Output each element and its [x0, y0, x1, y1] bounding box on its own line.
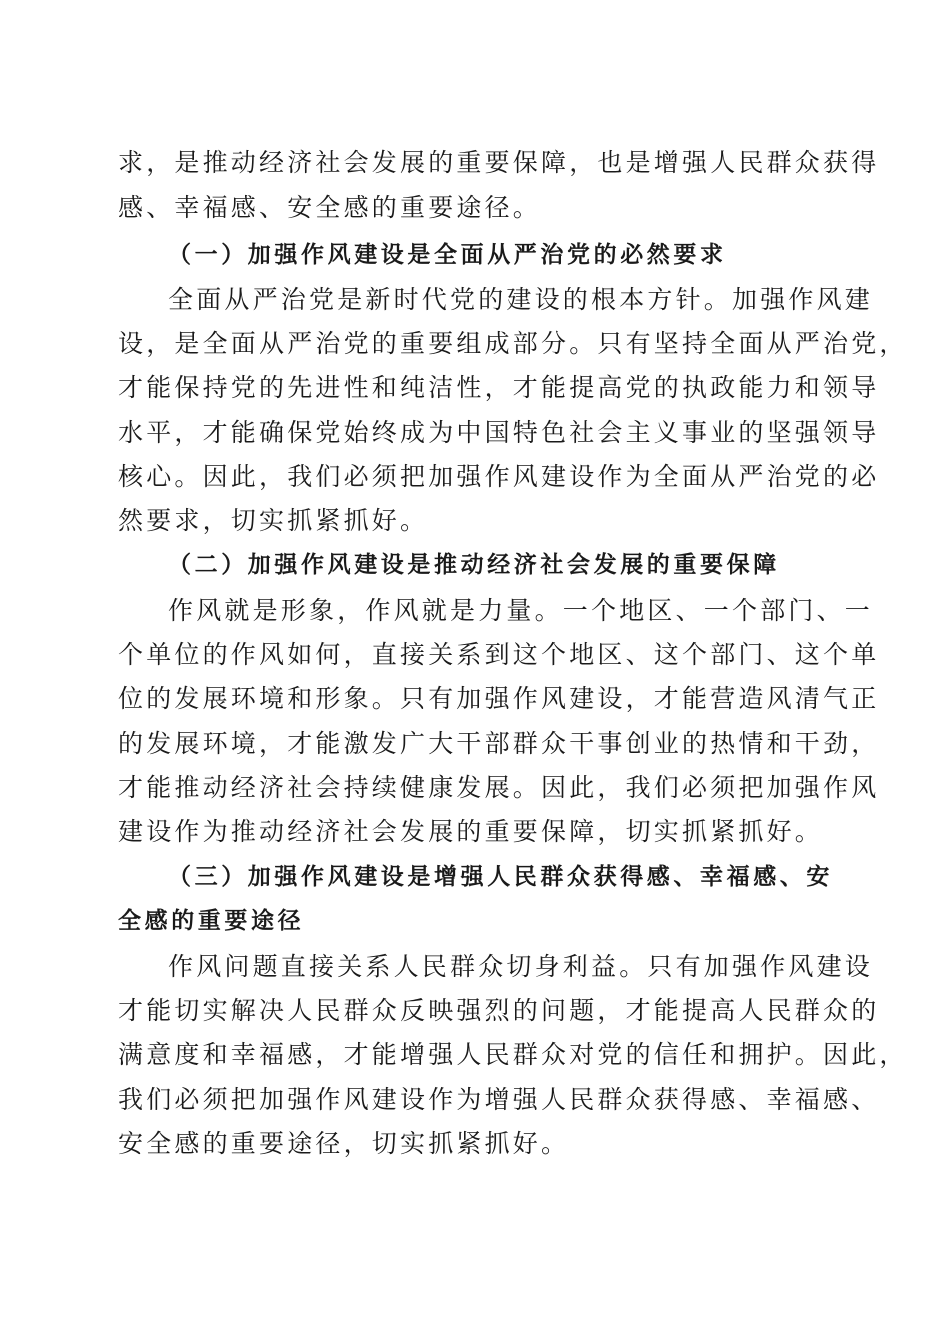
body-text-line: 全面从严治党是新时代党的建设的根本方针。加强作风建 [168, 285, 874, 314]
body-text-line: 水平，才能确保党始终成为中国特色社会主义事业的坚强领导 [118, 418, 880, 447]
body-text-line: 核心。因此，我们必须把加强作风建设作为全面从严治党的必 [118, 462, 880, 491]
body-text-line: 我们必须把加强作风建设作为增强人民群众获得感、幸福感、 [118, 1085, 880, 1114]
section-heading-3-continued: 全感的重要途径 [118, 908, 305, 934]
body-text-line: 才能保持党的先进性和纯洁性，才能提高党的执政能力和领导 [118, 373, 880, 402]
section-heading-2: （二）加强作风建设是推动经济社会发展的重要保障 [168, 552, 780, 578]
body-text-line: 的发展环境，才能激发广大干部群众干事创业的热情和干劲， [118, 729, 880, 758]
body-text-line: 才能推动经济社会持续健康发展。因此，我们必须把加强作风 [118, 773, 880, 802]
body-text-line: 才能切实解决人民群众反映强烈的问题，才能提高人民群众的 [118, 996, 880, 1025]
body-text-line: 求，是推动经济社会发展的重要保障，也是增强人民群众获得 [118, 148, 880, 177]
body-text-line: 个单位的作风如何，直接关系到这个地区、这个部门、这个单 [118, 640, 880, 669]
body-text-line: 感、幸福感、安全感的重要途径。 [118, 193, 542, 222]
body-text-line: 作风问题直接关系人民群众切身利益。只有加强作风建设 [168, 952, 874, 981]
body-text-line: 作风就是形象，作风就是力量。一个地区、一个部门、一 [168, 596, 874, 625]
body-text-line: 位的发展环境和形象。只有加强作风建设，才能营造风清气正 [118, 684, 880, 713]
body-text-line: 然要求，切实抓紧抓好。 [118, 506, 429, 535]
body-text-line: 设，是全面从严治党的重要组成部分。只有坚持全面从严治党， [118, 329, 908, 358]
body-text-line: 安全感的重要途径，切实抓紧抓好。 [118, 1129, 570, 1158]
body-text-line: 建设作为推动经济社会发展的重要保障，切实抓紧抓好。 [118, 817, 824, 846]
section-heading-3: （三）加强作风建设是增强人民群众获得感、幸福感、安 [168, 864, 833, 890]
section-heading-1: （一）加强作风建设是全面从严治党的必然要求 [168, 242, 727, 268]
body-text-line: 满意度和幸福感，才能增强人民群众对党的信任和拥护。因此， [118, 1040, 908, 1069]
